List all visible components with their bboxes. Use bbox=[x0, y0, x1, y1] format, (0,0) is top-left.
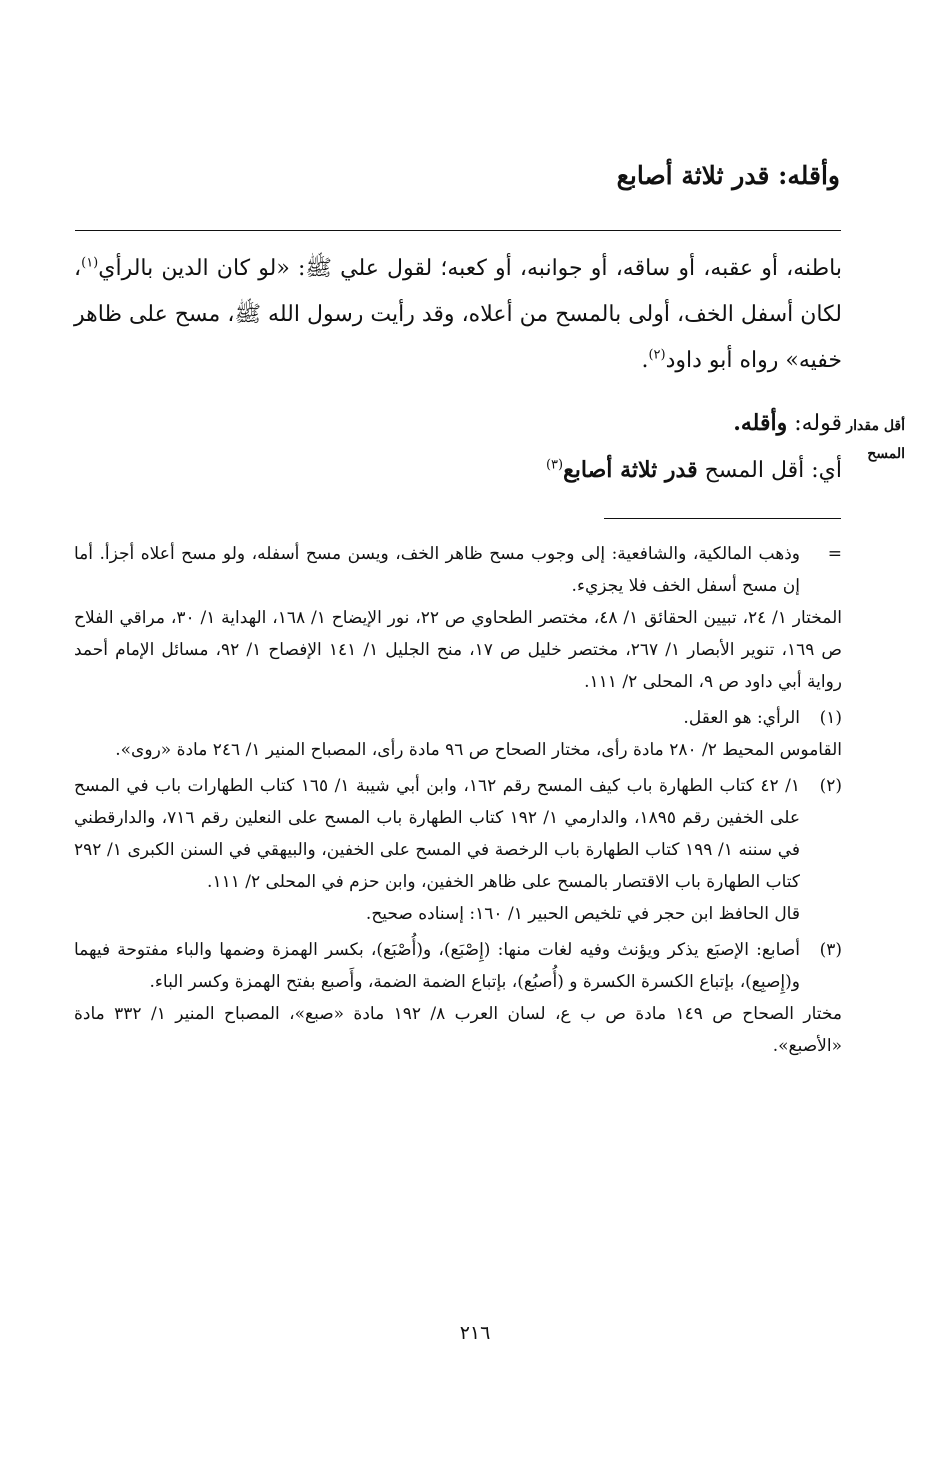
commentary-paragraph bbox=[74, 246, 842, 384]
footnote-text: قال الحافظ ابن حجر في تلخيص الحبير ١/ ١٦٠: إسناده صحيح. bbox=[365, 904, 800, 924]
footnote-ref-2[interactable]: (٢) bbox=[648, 347, 666, 363]
commentary-text: باطنه، أو عقبه، أو ساقه، أو جوانبه، أو كعبه؛ لقول علي ﷺ: «لو كان الدين بالرأي bbox=[98, 256, 842, 281]
footnote-text: وذهب المالكية، والشافعية: إلى وجوب مسح ظاهر الخف، ويسن مسح أسفله، ولو مسح أعلاه أجزأ. أما إن مسح أسفل الخف فلا يجزيء. bbox=[74, 544, 800, 596]
ay-quote: قدر ثلاثة أصابع bbox=[563, 457, 698, 483]
page-number: ٢١٦ bbox=[459, 1322, 491, 1344]
footnote-sources: مختار الصحاح ص ١٤٩ مادة ص ب ع، لسان العرب ٨/ ١٩٢ مادة «صبع»، المصباح المنير ١/ ٣٣٢ مادة «الأصبع». bbox=[74, 1004, 842, 1056]
margin-note-line: أقل مقدار bbox=[846, 418, 905, 434]
qawl-quote: وأقله. bbox=[733, 410, 788, 436]
footnote-ref-1[interactable]: (١) bbox=[81, 255, 99, 271]
qawl-line bbox=[242, 400, 842, 447]
footnote-text: الرأي: هو العقل. bbox=[683, 708, 800, 728]
commentary-text: ، لكان أسفل الخف، أولى بالمسح من أعلاه، وقد رأيت رسول الله ﷺ، مسح على ظاهر خفيه» رواه أبو داود bbox=[74, 256, 842, 373]
commentary-end: . bbox=[641, 348, 649, 373]
margin-note-line: المسح bbox=[867, 446, 905, 462]
margin-note bbox=[835, 412, 905, 468]
footnote-divider bbox=[604, 518, 841, 519]
footnote-1 bbox=[74, 702, 842, 766]
footnote-number: (٢) bbox=[819, 776, 842, 796]
footnote-2 bbox=[74, 770, 842, 930]
ay-line bbox=[242, 447, 842, 494]
matn-divider bbox=[75, 230, 841, 231]
footnote-number: (٣) bbox=[819, 940, 842, 960]
commentary-block bbox=[74, 246, 842, 384]
footnote-text: أصابع: الإصبَع يذكر ويؤنث وفيه لغات منها: (إِصْبَع)، و(أُصْبَع)، بكسر الهمزة وضمها والباء مفتوحة فيهما و(إِصبِع)، بإتباع الكسرة الكسرة و (أُصبُع)، بإتباع الضمة الضمة، وأَصبع بفتح الهمزة وكسر الباء. bbox=[74, 940, 800, 992]
ay-prefix: أي: أقل المسح bbox=[704, 458, 842, 483]
quote-block bbox=[242, 400, 842, 494]
footnote-number: (١) bbox=[819, 708, 842, 728]
footnote-ref-3[interactable]: (٣) bbox=[545, 457, 564, 473]
footnote-text: ١/ ٤٢ كتاب الطهارة باب كيف المسح رقم ١٦٢، وابن أبي شيبة ١/ ١٦٥ كتاب الطهارات باب في المسح على الخفين رقم ١٨٩٥، والدارمي ١/ ١٩٢ كتاب الطهارة باب المسح على النعلين رقم ٧١٦، والدارقطني في سننه ١/ ١٩٩ كتاب الطهارة باب الرخصة في المسح على الخفين، والبيهقي في السنن الكبرى ١/ ٢٩٢ كتاب الطهارة باب الاقتصار بالمسح على ظاهر الخفين، وابن حزم في المحلى ٢/ ١١١. bbox=[74, 776, 801, 892]
footnote-3 bbox=[74, 934, 842, 1062]
matn-heading: وأقله: قدر ثلاثة أصابع bbox=[616, 161, 840, 190]
footnote-marker: = bbox=[827, 544, 842, 564]
footnote-sources: المختار ١/ ٢٤، تبيين الحقائق ١/ ٤٨، مختصر الطحاوي ص ٢٢، نور الإيضاح ١/ ١٦٨، الهداية ١/ ٣٠، مراقي الفلاح ص ١٦٩، تنوير الأبصار ١/ ٢٦٧، مختصر خليل ص ١٧، منح الجليل ١/ ١٤١ الإفصاح ١/ ٩٢، مسائل الإمام أحمد رواية أبي داود ص ٩، المحلى ٢/ ١١١. bbox=[74, 608, 843, 692]
qawl-prefix: قوله: bbox=[794, 411, 842, 436]
footnotes bbox=[74, 538, 842, 1066]
footnote-sources: القاموس المحيط ٢/ ٢٨٠ مادة رأى، مختار الصحاح ص ٩٦ مادة رأى، المصباح المنير ١/ ٢٤٦ مادة «روى». bbox=[115, 740, 842, 760]
footnote-continuation bbox=[74, 538, 842, 698]
